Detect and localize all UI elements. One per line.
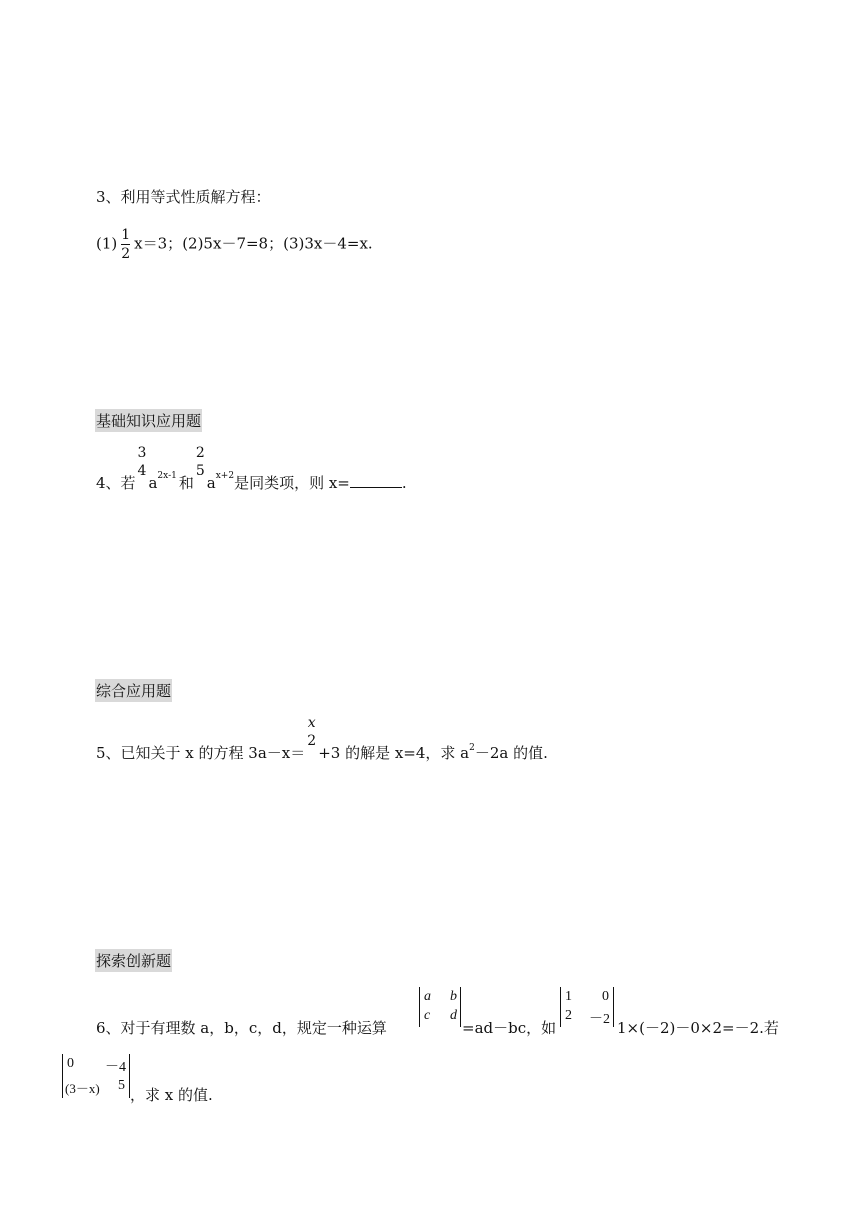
q4-f2-num: 2 xyxy=(195,445,205,461)
q4-fraction-2 xyxy=(196,446,205,478)
section-heading-comprehensive: 综合应用题 xyxy=(95,679,172,702)
det3-d: 5 xyxy=(118,1078,125,1093)
q6-example: 1×(－2)－0×2=－2.若 xyxy=(617,1019,779,1037)
det3-a: 0 xyxy=(67,1056,74,1071)
q5-fraction xyxy=(307,716,316,748)
q3-frac-num: 1 xyxy=(121,227,131,243)
q5-sup: 2 xyxy=(469,743,475,753)
q4-mid: 和 xyxy=(178,474,194,492)
q4-fraction-1 xyxy=(138,446,147,478)
q5-mid: +3 的解是 x=4，求 a xyxy=(318,744,470,762)
q5-frac-num: x xyxy=(307,715,316,731)
q4-f1-den: 4 xyxy=(137,463,147,479)
q4-suffix: 是同类项，则 x= xyxy=(234,474,350,492)
q4-exp1: 2x-1 xyxy=(157,471,177,481)
q4-exp2: x+2 xyxy=(215,471,235,481)
q4-prefix: 4、若 xyxy=(96,474,136,492)
det3-c: (3－x) xyxy=(65,1081,100,1096)
q3-part2: (2)5x－7=8； xyxy=(182,234,284,253)
q3-part3: (3)3x－4=x. xyxy=(283,234,373,253)
q6-end: ，求 x 的值. xyxy=(130,1086,213,1104)
det2-b: 0 xyxy=(602,989,609,1004)
det2-a: 1 xyxy=(565,989,572,1004)
det1-d: d xyxy=(450,1008,457,1023)
q3-title: 3、利用等式性质解方程： xyxy=(96,188,271,206)
determinant-question xyxy=(62,1054,130,1098)
q6-prefix: 6、对于有理数 a，b，c，d，规定一种运算 xyxy=(96,1019,387,1037)
q3-parts xyxy=(96,228,373,261)
answer-blank[interactable] xyxy=(350,473,402,488)
det2-d: －2 xyxy=(589,1012,610,1027)
det1-a: a xyxy=(424,989,431,1004)
q4-base2: a xyxy=(206,474,216,492)
q5-end: －2a 的值. xyxy=(474,744,548,762)
q5-line xyxy=(96,716,548,763)
q4-line xyxy=(96,446,407,493)
section-heading-explore: 探索创新题 xyxy=(95,949,172,972)
q4-end: . xyxy=(401,474,407,492)
det2-c: 2 xyxy=(565,1008,572,1023)
q3-part1-rest: x＝3； xyxy=(134,234,183,253)
q6-definition: =ad－bc，如 xyxy=(462,1019,557,1037)
q4-f2-den: 5 xyxy=(195,463,205,479)
q4-f1-num: 3 xyxy=(137,445,147,461)
q5-frac-den: 2 xyxy=(307,733,317,749)
det3-b: －4 xyxy=(105,1060,126,1075)
q3-part1-label: (1) xyxy=(96,234,118,253)
q5-prefix: 5、已知关于 x 的方程 3a－x＝ xyxy=(96,744,306,762)
det1-b: b xyxy=(450,989,457,1004)
det1-c: c xyxy=(424,1008,431,1023)
q3-frac-den: 2 xyxy=(121,246,131,262)
q3-fraction xyxy=(121,228,130,261)
q4-base1: a xyxy=(148,474,158,492)
determinant-example xyxy=(560,987,614,1027)
section-heading-basic: 基础知识应用题 xyxy=(95,409,202,432)
determinant-definition xyxy=(419,987,461,1027)
